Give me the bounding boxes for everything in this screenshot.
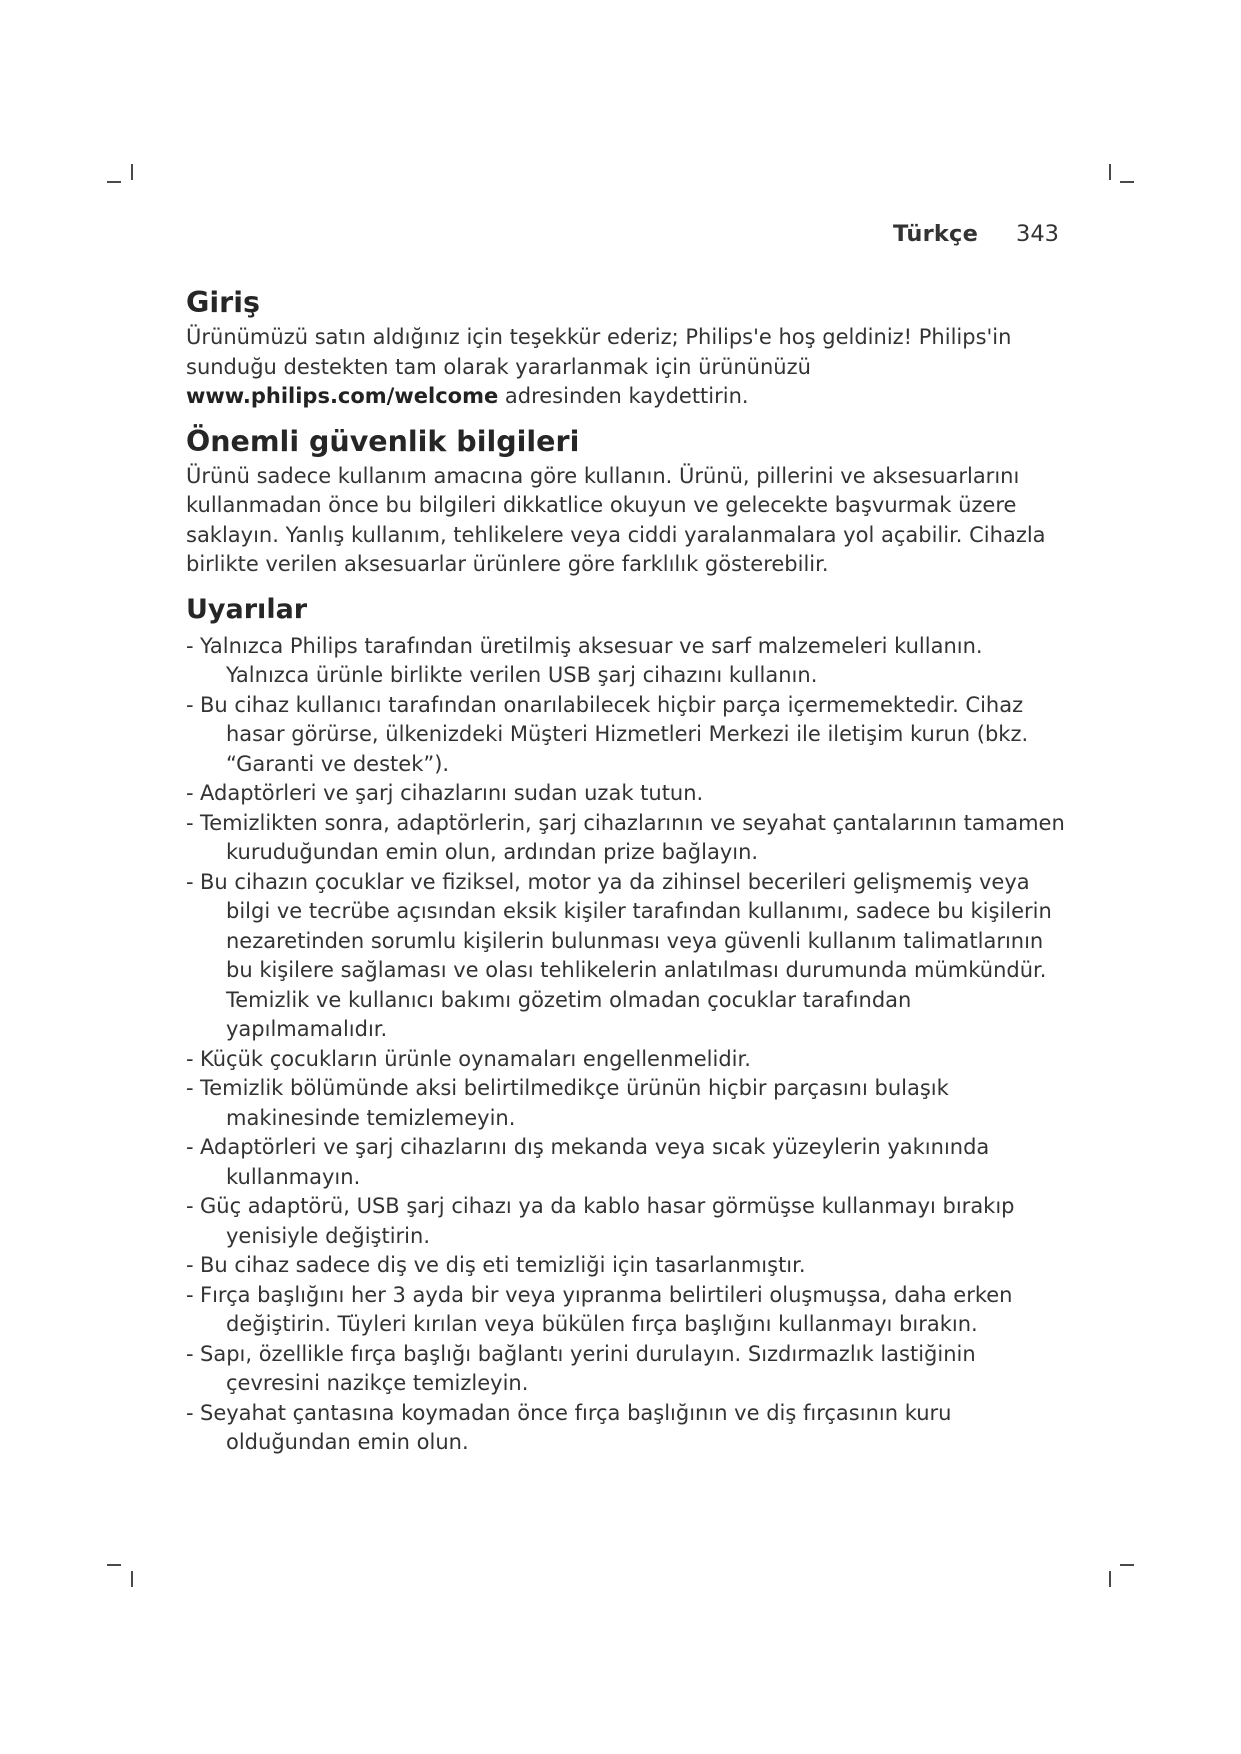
warning-item	[186, 809, 1066, 868]
warning-text: Bu cihaz kullanıcı tarafından onarılabilecek hiçbir parça içermemektedir. Cihaz hasar görürse, ülkenizdeki Müşteri Hizmetleri Merkezi ile iletişim kurun (bkz. “Garanti ve destek”).	[200, 692, 1029, 776]
page-content	[186, 283, 1066, 1458]
warning-text: Fırça başlığını her 3 ayda bir veya yıpranma belirtileri oluşmuşsa, daha erken değiştirin. Tüyleri kırılan veya bükülen fırça başlığını kullanmayı bırakın.	[200, 1282, 1013, 1336]
warning-text: Adaptörleri ve şarj cihazlarını sudan uzak tutun.	[200, 781, 704, 805]
language-label: Türkçe	[892, 221, 979, 247]
warnings-section	[186, 590, 1066, 1458]
intro-text	[186, 323, 1066, 412]
warning-item	[186, 868, 1066, 1045]
warning-text: Güç adaptörü, USB şarj cihazı ya da kablo hasar görmüşse kullanmayı bırakıp yenisiyle değiştirin.	[200, 1194, 1015, 1248]
warning-text: Yalnızca Philips tarafından üretilmiş aksesuar ve sarf malzemeleri kullanın. Yalnızca ürünle birlikte verilen USB şarj cihazını kullanın.	[200, 633, 983, 687]
warnings-list	[186, 632, 1066, 1458]
crop-mark	[1120, 181, 1134, 183]
intro-title: Giriş	[186, 286, 260, 319]
crop-mark	[1120, 1564, 1134, 1566]
bullet-dash: -	[186, 1282, 194, 1307]
crop-mark	[131, 1571, 133, 1587]
warning-item	[186, 1340, 1066, 1399]
warning-item	[186, 1133, 1066, 1192]
page-header	[893, 221, 1059, 247]
warnings-title: Uyarılar	[186, 593, 308, 625]
bullet-dash: -	[186, 810, 194, 835]
bullet-dash: -	[186, 633, 194, 658]
warning-text: Bu cihaz sadece diş ve diş eti temizliği için tasarlanmıştır.	[200, 1253, 806, 1277]
bullet-dash: -	[186, 1253, 194, 1277]
bullet-dash: -	[186, 1046, 194, 1071]
crop-mark	[107, 1564, 121, 1566]
warning-item	[186, 691, 1066, 780]
warning-text: Seyahat çantasına koymadan önce fırça başlığının ve diş fırçasının kuru olduğundan emin olun.	[200, 1400, 952, 1454]
warning-text: Temizlik bölümünde aksi belirtilmedikçe ürünün hiçbir parçasını bulaşık makinesinde temizlemeyin.	[200, 1076, 949, 1130]
warning-text: Sapı, özellikle fırça başlığı bağlantı yerini durulayın. Sızdırmazlık lastiğinin çevresini nazikçe temizleyin.	[200, 1341, 976, 1395]
warning-item	[186, 1399, 1066, 1458]
warning-text: Küçük çocukların ürünle oynamaları engellenmelidir.	[200, 1046, 751, 1071]
warning-text: Bu cihazın çocuklar ve fiziksel, motor ya da zihinsel becerileri gelişmemiş veya bilgi ve tecrübe açısından eksik kişiler tarafından kullanımı, sadece bu kişilerin nezaretinden sorumlu kişilerin bulunması veya güvenli kullanım talimatlarının bu kişilere sağlaması ve olası tehlikelerin anlatılması durumunda mümkündür. Temizlik ve kullanıcı bakımı gözetim olmadan çocuklar tarafından yapılmamalıdır.	[200, 869, 1052, 1041]
intro-text-after-link: adresinden kaydettirin.	[498, 384, 749, 408]
bullet-dash: -	[186, 1135, 194, 1159]
bullet-dash: -	[186, 1341, 194, 1366]
bullet-dash: -	[186, 1400, 194, 1425]
welcome-link[interactable]: www.philips.com/welcome	[186, 384, 499, 408]
safety-title: Önemli güvenlik bilgileri	[186, 424, 580, 458]
warning-text: Adaptörleri ve şarj cihazlarını dış mekanda veya sıcak yüzeylerin yakınında kullanmayın.	[200, 1135, 990, 1189]
intro-section	[186, 283, 1066, 412]
warning-item	[186, 1192, 1066, 1251]
warning-item	[186, 632, 1066, 691]
warning-item	[186, 779, 1066, 809]
warning-item	[186, 1251, 1066, 1281]
warning-item	[186, 1045, 1066, 1075]
warning-text: Temizlikten sonra, adaptörlerin, şarj cihazlarının ve seyahat çantalarının tamamen kuruduğundan emin olun, ardından prize bağlayın.	[200, 810, 1065, 864]
bullet-dash: -	[186, 869, 194, 894]
crop-mark	[1109, 164, 1111, 180]
safety-section	[186, 422, 1066, 580]
warning-item	[186, 1281, 1066, 1340]
bullet-dash: -	[186, 1076, 194, 1100]
bullet-dash: -	[186, 1194, 194, 1218]
page-number: 343	[1016, 221, 1059, 247]
crop-mark	[107, 181, 121, 183]
crop-mark	[131, 164, 133, 180]
safety-text: Ürünü sadece kullanım amacına göre kullanın. Ürünü, pillerini ve aksesuarlarını kullanmadan önce bu bilgileri dikkatlice okuyun ve gelecekte başvurmak üzere saklayın. Yanlış kullanım, tehlikelere veya ciddi yaralanmalara yol açabilir. Cihazla birlikte verilen aksesuarlar ürünlere göre farklılık gösterebilir.	[186, 463, 1046, 576]
warning-item	[186, 1074, 1066, 1133]
bullet-dash: -	[186, 781, 194, 805]
crop-mark	[1109, 1571, 1111, 1587]
intro-text-before-link: Ürünümüzü satın aldığınız için teşekkür ederiz; Philips'e hoş geldiniz! Philips'in sunduğu destekten tam olarak yararlanmak için ürününüzü	[186, 325, 1012, 379]
bullet-dash: -	[186, 692, 194, 717]
